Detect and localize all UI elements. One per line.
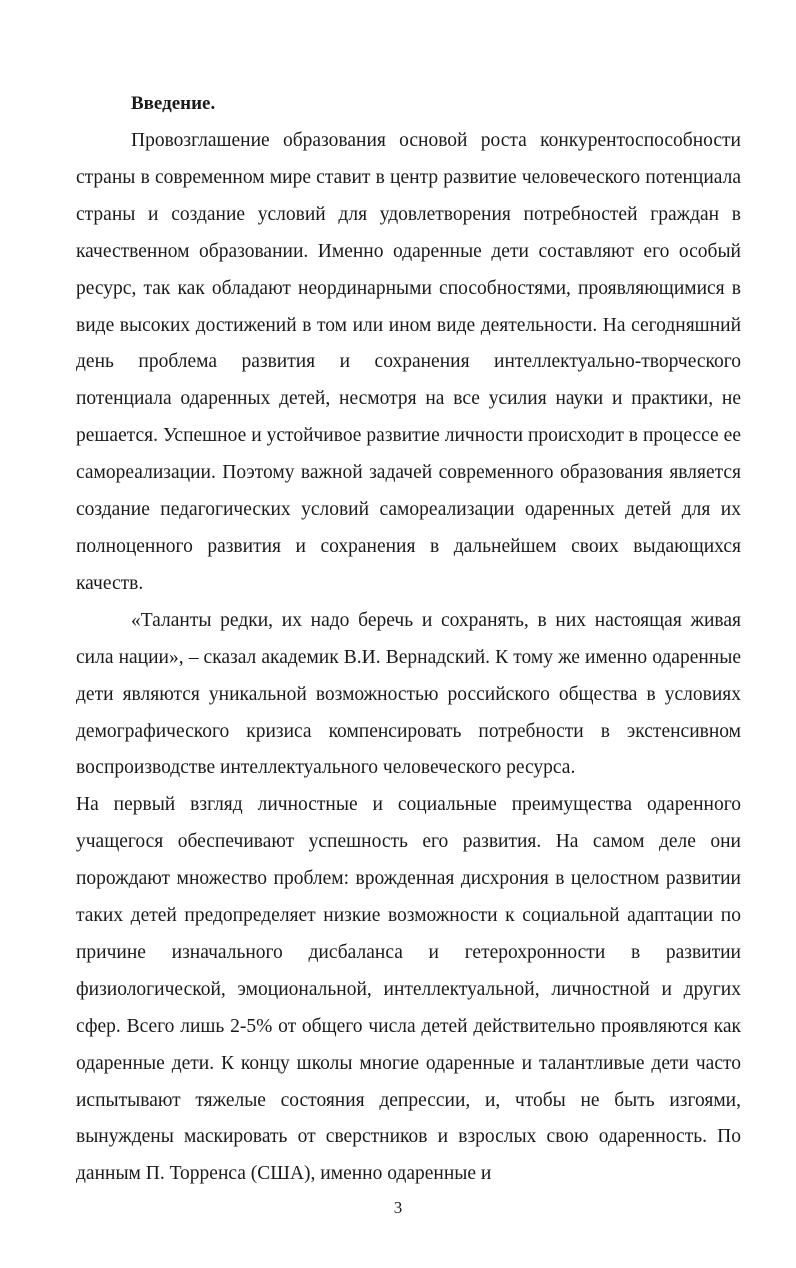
page-number: 3	[393, 1198, 403, 1217]
paragraph-1: Провозглашение образования основой роста конкурентоспособности страны в современном мире ставит в центр развитие человеческого потенциала страны и создание условий для удовлетворения потребностей граждан в качественном образовании. Именно одаренные дети составляют его особый ресурс, так как обладают неординарными способностями, проявляющимися в виде высоких достижений в том или ином виде деятельности. На сегодняшний день проблема развития и сохранения интеллектуально-творческого потенциала одаренных детей, несмотря на все усилия науки и практики, не решается. Успешное и устойчивое развитие личности происходит в процессе ее самореализации. Поэтому важной задачей современного образования является создание педагогических условий самореализации одаренных детей для их полноценного развития и сохранения в дальнейшем своих выдающихся качеств.	[76, 130, 741, 594]
section-heading: Введение.	[131, 93, 216, 114]
paragraph-2: «Таланты редки, их надо беречь и сохранять, в них настоящая живая сила нации», – сказал академик В.И. Вернадский. К тому же именно одаренные дети являются уникальной возможностью российского общества в условиях демографического кризиса компенсировать потребности в экстенсивном воспроизводстве интеллектуального человеческого ресурса.	[76, 609, 741, 779]
body-text	[76, 123, 741, 1193]
paragraph-3: На первый взгляд личностные и социальные преимущества одаренного учащегося обеспечивают успешность его развития. На самом деле они порождают множество проблем: врожденная дисхрония в целостном развитии таких детей предопределяет низкие возможности к социальной адаптации по причине изначального дисбаланса и гетерохронности в развитии физиологической, эмоциональной, интеллектуальной, личностной и других сфер. Всего лишь 2-5% от общего числа детей действительно проявляются как одаренные дети. К концу школы многие одаренные и талантливые дети часто испытывают тяжелые состояния депрессии, и, чтобы не быть изгоями, вынуждены маскировать от сверстников и взрослых свою одаренность. По данным П. Торренса (США), именно одаренные и	[76, 794, 741, 1185]
